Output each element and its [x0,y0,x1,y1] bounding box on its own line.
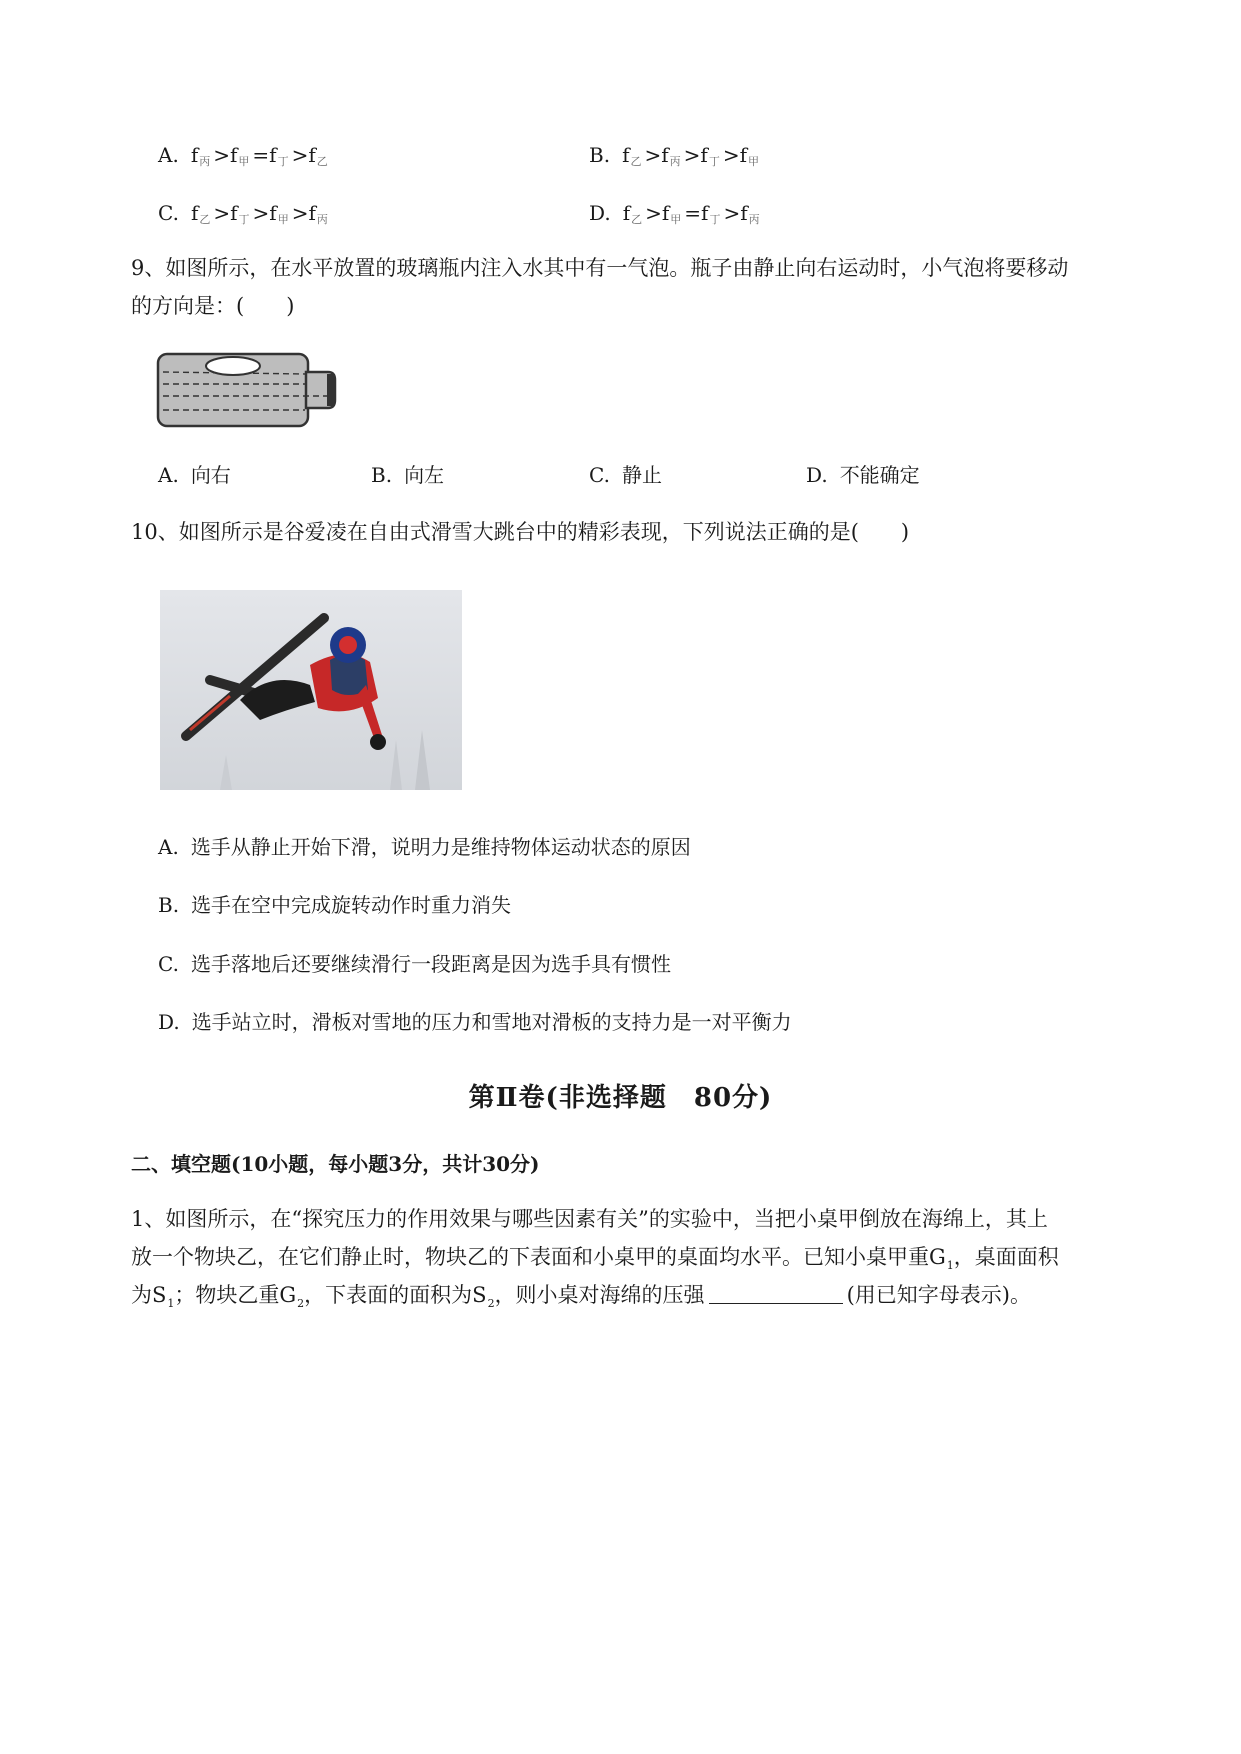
force-term: >f [645,201,670,225]
option-text: 向左 [404,463,445,487]
q9-stem-line1: 9、如图所示，在水平放置的玻璃瓶内注入水其中有一气泡。瓶子由静止向右运动时，小气泡将要移动 [131,256,1069,280]
section-title: 二、填空题(10小题，每小题3分，共计30分) [131,1152,540,1176]
option-text: 选手从静止开始下滑，说明力是维持物体运动状态的原因 [190,835,691,859]
answer-blank[interactable] [709,1283,843,1304]
force-subscript: 甲 [277,213,289,226]
s1-subscript: 1 [167,1297,175,1310]
bottle-figure [155,350,341,430]
force-subscript: 丙 [748,213,760,226]
option-text: 向右 [190,463,231,487]
option-text: 不能确定 [839,463,920,487]
part2-title: 第Ⅱ卷(非选择题 80分) [468,1083,773,1113]
option-letter: A. [158,835,179,859]
q9-option-b [371,460,444,490]
force-subscript: 丙 [669,155,681,168]
force-term: >f [722,143,747,167]
force-subscript: 甲 [670,213,682,226]
force-term: >f [723,201,748,225]
fill1-line2-text: 放一个物块乙，在它们静止时，物块乙的下表面和小桌甲的桌面均水平。已知小桌甲重 [131,1245,929,1269]
option-text: 选手在空中完成旋转动作时重力消失 [191,893,512,917]
option-text: 选手落地后还要继续滑行一段距离是因为选手具有惯性 [190,952,671,976]
l3-b: ；物块乙重 [174,1283,280,1307]
force-term: =f [684,201,709,225]
force-term: >f [644,143,669,167]
s1-symbol: S [152,1283,167,1307]
q9-option-a [158,460,231,490]
s2-symbol: S [472,1283,487,1307]
q10-option-c [158,949,671,979]
force-subscript: 乙 [199,213,211,226]
force-subscript: 乙 [631,213,643,226]
g1-subscript: 1 [946,1259,954,1272]
q9-stem-line2: 的方向是：( ) [131,294,295,318]
force-term: f [622,143,630,167]
q8-option-d [589,198,763,235]
force-term: >f [213,201,238,225]
q8-option-b [589,140,762,177]
force-subscript: 丙 [316,213,328,226]
option-letter: C. [158,952,179,976]
q9-option-d [806,460,920,490]
q10-stem: 10、如图所示是谷爱凌在自由式滑雪大跳台中的精彩表现，下列说法正确的是( ) [131,520,910,544]
q10-option-b [158,890,511,920]
q10-option-d [158,1007,792,1037]
q8-option-c [158,198,331,235]
force-term: f [622,201,631,225]
force-term: >f [291,201,316,225]
fill1-line1: 1、如图所示，在“探究压力的作用效果与哪些因素有关”的实验中，当把小桌甲倒放在海绵上，其上 [131,1207,1048,1231]
force-subscript: 乙 [316,155,328,168]
fill1-line3 [131,1280,1031,1319]
force-term: >f [213,143,238,167]
l3-e: (用已知字母表示)。 [846,1283,1031,1307]
force-term: >f [252,201,277,225]
force-term: f [190,143,199,167]
option-letter: D. [158,1010,180,1034]
option-letter: C. [589,463,610,487]
q10-option-a [158,832,691,862]
force-term: >f [291,143,316,167]
force-term: >f [683,143,708,167]
option-letter: B. [158,893,180,917]
s2-subscript: 2 [487,1297,495,1310]
l3-c: ，下表面的面积为 [304,1283,473,1307]
g2-symbol: G [279,1283,297,1307]
l3-a: 为 [131,1283,152,1307]
force-subscript: 丁 [277,155,289,168]
force-subscript: 丁 [238,213,250,226]
option-letter: C. [158,201,179,225]
fill1-line2 [131,1242,1059,1281]
force-subscript: 丁 [708,155,720,168]
fill1-line2-end: ，桌面面积 [953,1245,1059,1269]
q9-option-c [589,460,662,490]
force-subscript: 乙 [630,155,642,168]
force-subscript: 甲 [238,155,250,168]
option-text: 选手站立时，滑板对雪地的压力和雪地对滑板的支持力是一对平衡力 [191,1010,792,1034]
force-subscript: 甲 [747,155,759,168]
option-letter: D. [806,463,828,487]
force-term: =f [252,143,277,167]
force-term: f [190,201,199,225]
option-letter: B. [589,143,611,167]
l3-d: ，则小桌对海绵的压强 [494,1283,705,1307]
q8-option-a [158,140,331,177]
g1-symbol: G [929,1245,946,1269]
option-letter: A. [158,463,179,487]
option-letter: A. [158,143,179,167]
g2-subscript: 2 [297,1297,305,1310]
force-subscript: 丁 [709,213,721,226]
option-letter: B. [371,463,393,487]
option-letter: D. [589,201,611,225]
option-text: 静止 [621,463,662,487]
skier-photo [160,590,462,790]
force-subscript: 丙 [199,155,211,168]
